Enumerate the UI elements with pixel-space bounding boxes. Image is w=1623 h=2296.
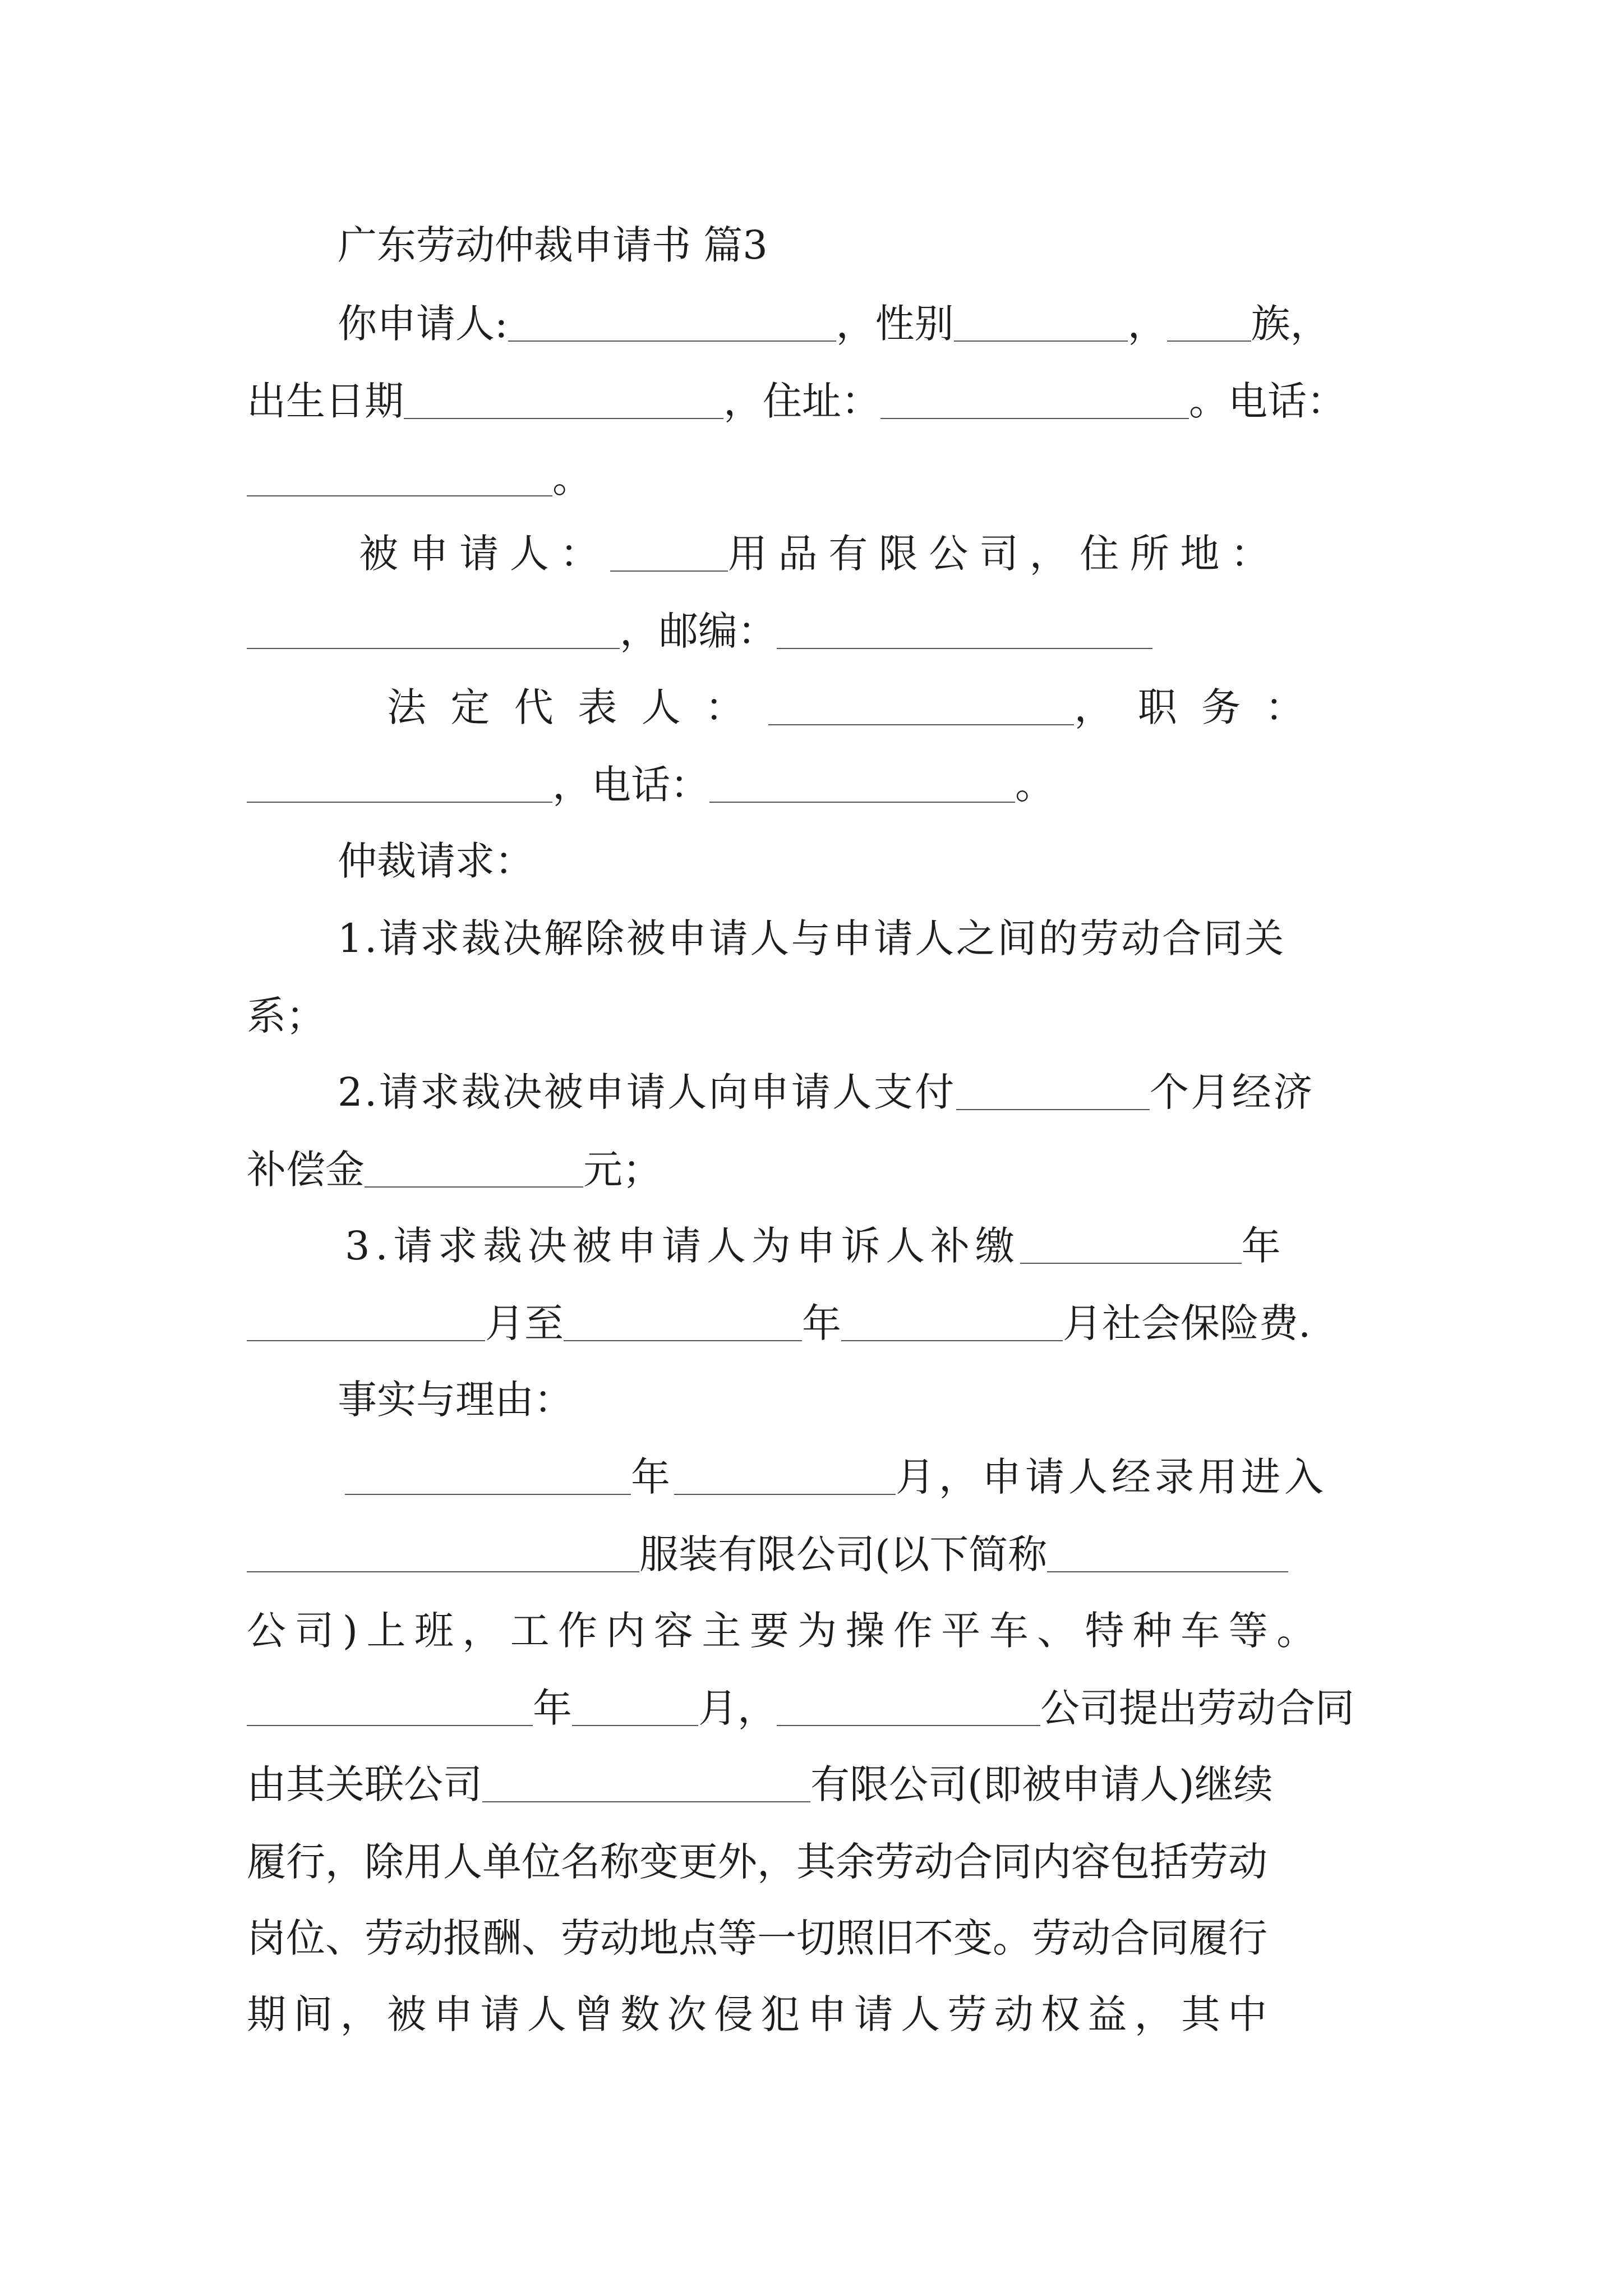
respondent-company-blank [610,536,728,572]
request-3-line-1: 3.请求裁决被申请人为申诉人补缴 年 [345,1223,1287,1269]
ethnicity-blank [1167,306,1251,342]
facts-line-3: 公司)上班，工作内容主要为操作平车、特种车等。 [247,1608,1325,1654]
legal-rep-phone-blank [709,767,1015,803]
requests-heading: 仲裁请求： [338,838,534,884]
request-1-line-2: 系； [247,993,325,1039]
applicant-name-blank [508,306,836,342]
respondent-line [359,531,1281,577]
transfer-month-blank [572,1690,698,1726]
request-2-line-2: 补偿金 元； [247,1147,662,1193]
legal-rep-blank [768,689,1074,725]
facts-line-2: 服装有限公司(以下简称 [247,1535,1288,1574]
birth-blank [404,383,723,419]
hire-month-blank [674,1459,896,1495]
respondent-label: 被申请人： [359,531,610,577]
gender-blank [954,306,1128,342]
request-2-line-1: 2.请求裁决被申请人向申请人支付 个月经济 [338,1069,1315,1115]
legal-rep-line [387,684,1329,730]
former-company-blank [247,1536,639,1572]
facts-line-5: 由其关联公司 有限公司(即被申请人)继续 [247,1761,1273,1807]
insurance-start-year-blank [1020,1228,1242,1264]
postcode-line [247,608,1152,654]
postcode-label: ，邮编： [620,608,777,654]
facts-line-7: 岗位、劳动报酬、劳动地点等一切照旧不变。劳动合同履行 [247,1915,1267,1961]
postcode-blank [777,613,1152,649]
applicant-label: 你申请人: [338,301,508,347]
phone-blank [247,461,552,496]
facts-line-6: 履行，除用人单位名称变更外，其余劳动合同内容包括劳动 [247,1839,1267,1885]
transfer-company-blank [777,1690,1040,1726]
address-label: ，住址： [723,378,880,424]
facts-heading: 事实与理由： [338,1377,573,1423]
insurance-end-month-blank [841,1305,1063,1341]
legal-rep-phone-line: ，电话： 。 [247,765,1054,804]
ethnicity-suffix: 族， [1251,301,1330,347]
phone-label: 。电话： [1189,378,1346,424]
gender-label: ，性别 [836,301,954,347]
applicant-line: 你申请人: ，性别 ， 族， [338,301,1330,347]
hire-year-blank [345,1459,631,1495]
birth-label: 出生日期 [247,378,404,424]
insurance-start-month-blank [247,1305,485,1341]
position-blank [247,767,552,803]
compensation-months-blank [956,1074,1150,1110]
facts-line-8: 期间，被申请人曾数次侵犯申请人劳动权益，其中 [247,1991,1275,2037]
request-1-line-1: 1.请求裁决解除被申请人与申请人之间的劳动合同关 [338,915,1286,961]
address-blank [880,383,1189,419]
legal-rep-label: 法定代表人： [387,684,769,730]
affiliate-company-blank [482,1766,810,1802]
legal-rep-phone-label: ，电话： [552,762,709,808]
birth-line [247,378,1346,424]
phone-line: 。 [247,459,592,498]
facts-line-4: 年 月， 公司提出劳动合同 [247,1688,1354,1728]
position-label: ，职务： [1074,684,1329,730]
insurance-end-year-blank [564,1305,802,1341]
abbreviation-blank [1047,1536,1288,1572]
request-3-line-2: 月至 年 月社会保险费. [247,1304,1311,1343]
respondent-company-suffix: 用品有限公司，住所地： [728,531,1281,577]
compensation-amount-blank [365,1152,583,1188]
transfer-year-blank [247,1690,533,1726]
respondent-address-blank [247,613,620,649]
document-title: 广东劳动仲裁申请书 篇3 [338,222,768,268]
facts-line-1: 年 月，申请人经录用进入 [345,1457,1327,1497]
